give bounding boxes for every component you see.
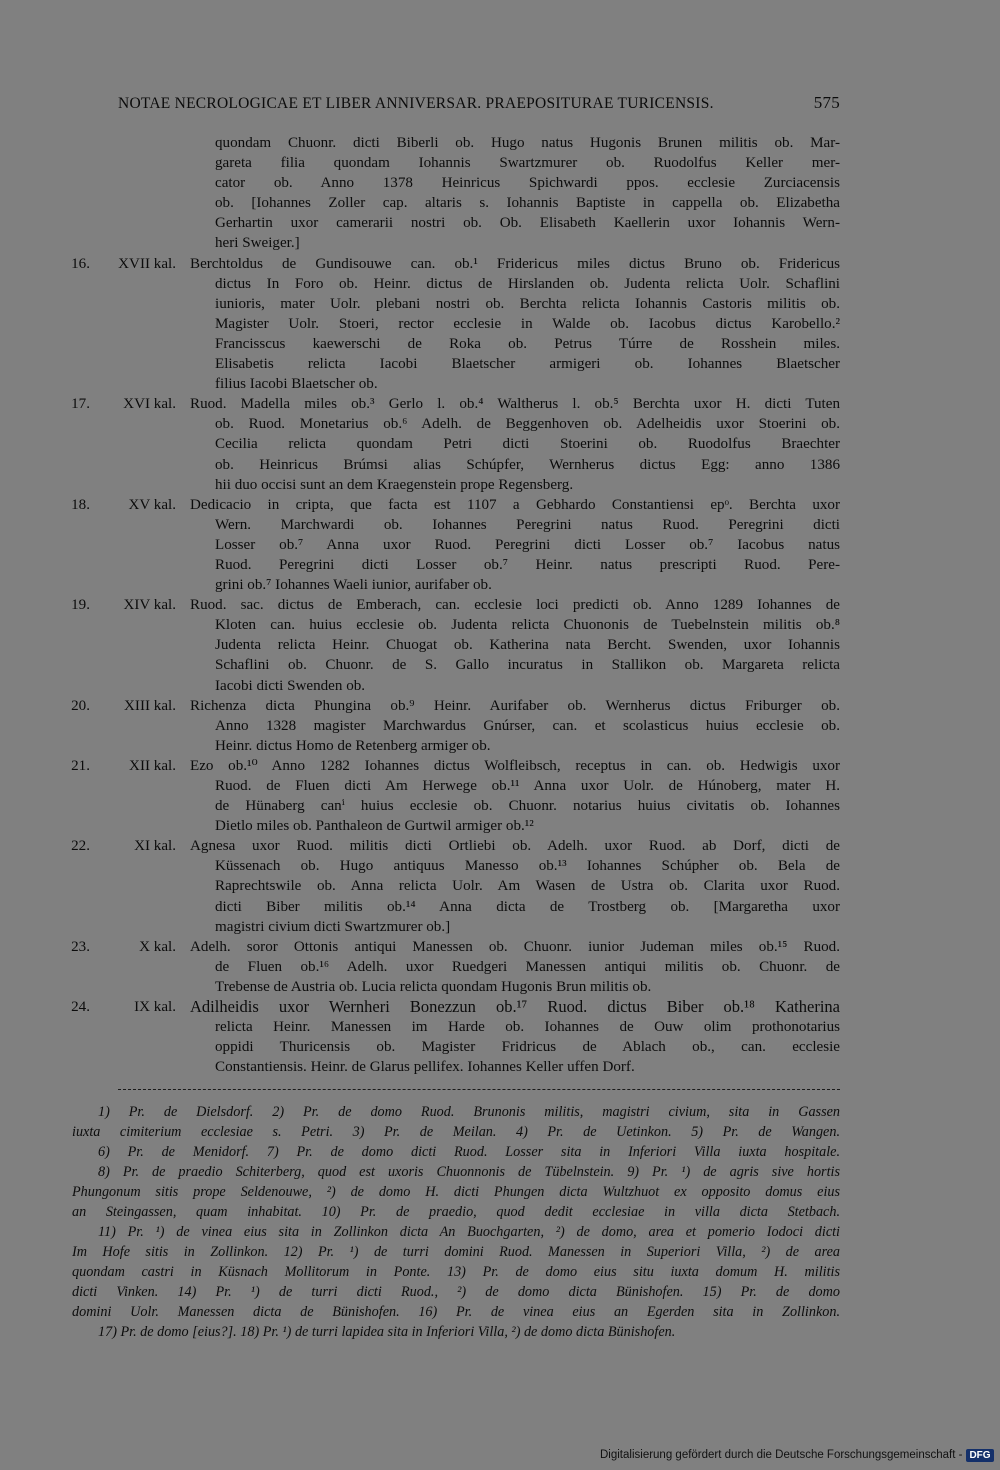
text-line: de Hünaberg canⁱ huius ecclesie ob. Chuonr. notarius huius civitatis ob. Iohannes	[215, 798, 840, 815]
footnote-line: quondam castri in Küsnach Mollitorum in Ponte. 13) Pr. de domo eius situ iuxta domum H. militis	[72, 1264, 840, 1280]
text-line: Schaflini ob. Chuonr. de S. Gallo incuratus in Stallikon ob. Margareta relicta	[215, 657, 840, 674]
footnotes	[72, 1102, 840, 1342]
text-line: dictus In Foro ob. Heinr. dictus de Hirslanden ob. Judenta relicta Uolr. Schaflini	[215, 275, 840, 292]
dfg-logo: DFG	[966, 1449, 993, 1462]
footnote-separator	[118, 1089, 840, 1090]
text-line: Iacobi dicti Swenden ob.	[215, 677, 366, 694]
calendar-entry	[66, 756, 840, 836]
text-line: quondam Chuonr. dicti Biberli ob. Hugo natus Hugonis Brunen militis ob. Mar-	[215, 135, 840, 151]
entry-day: 19.	[71, 597, 90, 614]
text-line: Judenta relicta Heinr. Chuogat ob. Katherina nata Bercht. Swenden, uxor Iohannis	[215, 637, 840, 654]
text-line: iunioris, mater Uolr. plebani nostri ob. Berchta relicta Iohannis Castoris militis ob.	[215, 295, 840, 312]
entry-date: XIII kal.	[124, 697, 176, 714]
digitization-credit	[600, 1446, 994, 1464]
text-line: Adilheidis uxor Wernheri Bonezzun ob.¹⁷ Ruod. dictus Biber ob.¹⁸ Katherina	[190, 997, 840, 1017]
calendar-entry	[66, 997, 840, 1077]
text-line: Constantiensis. Heinr. de Glarus pellifex. Iohannes Keller uffen Dorf.	[215, 1059, 635, 1076]
text-line: Adelh. soror Ottonis antiqui Manessen ob. Chuonr. iunior Judeman miles ob.¹⁵ Ruod.	[190, 938, 840, 955]
entry-date: XV kal.	[128, 496, 176, 513]
text-line: Ruod. de Fluen dicti Am Herwege ob.¹¹ Anna uxor Uolr. de Húnoberg, mater H.	[215, 778, 840, 794]
footnote-line: 1) Pr. de Dielsdorf. 2) Pr. de domo Ruod. Brunonis militis, magistri civium, sita in Gassen	[98, 1104, 840, 1120]
footnote-line: domini Uolr. Manessen dicta de Bünishofen. 16) Pr. de vinea eius an Egerden sita in Zollinkon.	[72, 1304, 840, 1320]
running-title: NOTAE NECROLOGICAE ET LIBER ANNIVERSAR. PRAEPOSITURAE TURICENSIS.	[118, 95, 714, 112]
text-line: oppidi Thuricensis ob. Magister Fridricus de Ablach ob., can. ecclesie	[215, 1039, 840, 1056]
intro-paragraph	[215, 133, 840, 254]
text-line: Ruod. sac. dictus de Emberach, can. ecclesie loci predicti ob. Anno 1289 Iohannes de	[190, 597, 840, 614]
text-line: dicti Biber militis ob.¹⁴ Anna dicta de Trostberg ob. [Margaretha uxor	[215, 898, 840, 915]
entry-day: 21.	[71, 757, 90, 774]
text-line: Berchtoldus de Gundisouwe can. ob.¹ Fridericus miles dictus Bruno ob. Fridericus	[190, 255, 840, 272]
text-line: cator ob. Anno 1378 Heinricus Spichwardi ppos. ecclesie Zurciacensis	[215, 175, 840, 192]
calendar-entry	[66, 937, 840, 997]
text-line: Kloten can. huius ecclesie ob. Judenta relicta Chuononis de Tuebelnstein militis ob.⁸	[215, 617, 840, 634]
text-line: Francisscus kaewerschi de Roka ob. Petrus Túrre de Rosshein miles.	[215, 335, 840, 352]
footnote-line: iuxta cimiterium ecclesiae s. Petri. 3) Pr. de Meilan. 4) Pr. de Uetinkon. 5) Pr. de Wangen.	[72, 1124, 840, 1140]
entry-day: 16.	[71, 255, 90, 272]
calendar-entries	[66, 254, 840, 1078]
footnote-line: Im Hofe sitis in Zollinkon. 12) Pr. ¹) de turri domini Ruod. Manessen in Superiori Villa, ²) de area	[72, 1244, 840, 1260]
footnote-line: an Steingassen, quam inhabitat. 10) Pr. de praedio, quod dedit ecclesiae in villa dicta Stetbach.	[72, 1204, 840, 1220]
text-line: de Fluen ob.¹⁶ Adelh. uxor Ruedgeri Manessen antiqui militis ob. Chuonr. de	[215, 958, 840, 975]
text-line: Raprechtswile ob. Anna relicta Uolr. Am Wasen de Ustra ob. Clarita uxor Ruod.	[215, 878, 840, 895]
text-line: Trebense de Austria ob. Lucia relicta quondam Hugonis Brun militis ob.	[215, 978, 652, 995]
footnote-line: 8) Pr. de praedio Schiterberg, quod est uxoris Chuonnonis de Tübelnstein. 9) Pr. ¹) de agris sive hortis	[98, 1164, 840, 1180]
text-line: Elisabetis relicta Iacobi Blaetscher armigeri ob. Iohannes Blaetscher	[215, 356, 840, 373]
entry-date: XVII kal.	[118, 255, 176, 272]
text-line: magistri civium dicti Swartzmurer ob.]	[215, 918, 451, 935]
entry-text	[190, 595, 840, 695]
text-line: ob. Ruod. Monetarius ob.⁶ Adelh. de Beggenhoven ob. Adelheidis uxor Stoerini ob.	[215, 416, 840, 433]
entry-text	[190, 997, 840, 1077]
entry-date: XIV kal.	[123, 597, 176, 614]
entry-date: XII kal.	[129, 757, 176, 774]
entry-day: 18.	[71, 496, 90, 513]
calendar-entry	[66, 696, 840, 756]
calendar-entry	[66, 495, 840, 595]
text-line: ob. [Iohannes Zoller cap. altaris s. Iohannis Baptiste in cappella ob. Elizabetha	[215, 195, 840, 212]
text-line: Dietlo miles ob. Panthaleon de Gurtwil armiger ob.¹²	[215, 818, 534, 835]
calendar-entry	[66, 836, 840, 936]
footnote-line: Phungonum sitis prope Seldenouwe, ²) de domo H. dicti Phungen dicta Wultzhuot ex opposito domus eius	[72, 1184, 840, 1200]
text-line: Agnesa uxor Ruod. militis dicti Ortliebi ob. Adelh. uxor Ruod. ab Dorf, dicti de	[190, 838, 840, 855]
text-line: Cecilia relicta quondam Petri dicti Stoerini ob. Ruodolfus Braechter	[215, 436, 840, 453]
page-number: 575	[813, 93, 840, 112]
text-line: Losser ob.⁷ Anna uxor Ruod. Peregrini dicti Losser ob.⁷ Iacobus natus	[215, 536, 840, 553]
footnote-line: 17) Pr. de domo [eius?]. 18) Pr. ¹) de turri lapidea sita in Inferiori Villa, ²) de domo dicta Bünishofen.	[98, 1324, 676, 1340]
text-line: Ruod. Madella miles ob.³ Gerlo l. ob.⁴ Waltherus l. ob.⁵ Berchta uxor H. dicti Tuten	[190, 396, 840, 413]
text-line: Ruod. Peregrini dicti Losser ob.⁷ Heinr. natus prescripti Ruod. Pere-	[215, 556, 840, 573]
text-line: gareta filia quondam Iohannis Swartzmurer ob. Ruodolfus Keller mer-	[215, 155, 840, 172]
footnote-line: dicti Vinken. 14) Pr. ¹) de turri dicti Ruod., ²) de domo dicta Bünishofen. 15) Pr. de domo	[72, 1284, 840, 1300]
entry-date: X kal.	[139, 938, 176, 955]
entry-text	[190, 495, 840, 595]
entry-text	[190, 756, 840, 836]
text-line: Dedicacio in cripta, que facta est 1107 a Gebhardo Constantiensi epᵒ. Berchta uxor	[190, 496, 840, 513]
entry-text	[190, 254, 840, 395]
calendar-entry	[66, 595, 840, 695]
entry-day: 17.	[71, 396, 90, 413]
footnote-line: 11) Pr. ¹) de vinea eius sita in Zollinkon dicta An Buochgarten, ²) de domo, area et pomerio Iodoci dicti	[98, 1224, 840, 1240]
entry-date: IX kal.	[134, 999, 176, 1016]
text-line: Magister Uolr. Stoeri, rector ecclesie in Walde ob. Iacobus dictus Karobello.²	[215, 315, 840, 332]
text-line: Anno 1328 magister Marchwardus Gnúrser, can. et scolasticus huius ecclesie ob.	[215, 717, 840, 734]
entry-day: 23.	[71, 938, 90, 955]
page-header	[118, 93, 840, 115]
footnote-line: 6) Pr. de Menidorf. 7) Pr. de domo dicti Ruod. Losser sita in Inferiori Villa iuxta hospitale.	[98, 1144, 840, 1160]
text-line: heri Sweiger.]	[215, 235, 300, 252]
text-line: Richenza dicta Phungina ob.⁹ Heinr. Aurifaber ob. Wernherus dictus Friburger ob.	[190, 697, 840, 714]
text-line: Wern. Marchwardi ob. Iohannes Peregrini natus Ruod. Peregrini dicti	[215, 516, 840, 533]
entry-date: XVI kal.	[123, 396, 176, 413]
calendar-entry	[66, 394, 840, 494]
entry-text	[190, 696, 840, 756]
entry-text	[190, 394, 840, 494]
text-line: relicta Heinr. Manessen im Harde ob. Iohannes de Ouw olim prothonotarius	[215, 1019, 840, 1036]
necrology-text	[66, 133, 840, 1077]
entry-day: 22.	[71, 838, 90, 855]
entry-date: XI kal.	[134, 838, 176, 855]
text-line: Ezo ob.¹⁰ Anno 1282 Iohannes dictus Wolfleibsch, receptus in can. ob. Hedwigis uxor	[190, 757, 840, 774]
entry-text	[190, 836, 840, 936]
calendar-entry	[66, 254, 840, 395]
text-line: Heinr. dictus Homo de Retenberg armiger ob.	[215, 737, 491, 754]
text-line: Gerhartin uxor camerarii nostri ob. Ob. Elisabeth Kaellerin uxor Iohannis Wern-	[215, 215, 840, 232]
credit-text: Digitalisierung gefördert durch die Deutsche Forschungsgemeinschaft -	[600, 1449, 963, 1461]
entry-day: 20.	[71, 697, 90, 714]
text-line: Küssenach ob. Hugo antiquus Manesso ob.¹³ Iohannes Schúpher ob. Bela de	[215, 858, 840, 875]
text-line: filius Iacobi Blaetscher ob.	[215, 376, 378, 393]
text-line: hii duo occisi sunt an dem Kraegenstein prope Regensberg.	[215, 476, 574, 493]
text-line: grini ob.⁷ Iohannes Waeli iunior, aurifaber ob.	[215, 577, 492, 594]
entry-day: 24.	[71, 999, 90, 1016]
entry-text	[190, 937, 840, 997]
text-line: ob. Heinricus Brúmsi alias Schúpfer, Wernherus dictus Egg: anno 1386	[215, 456, 840, 473]
